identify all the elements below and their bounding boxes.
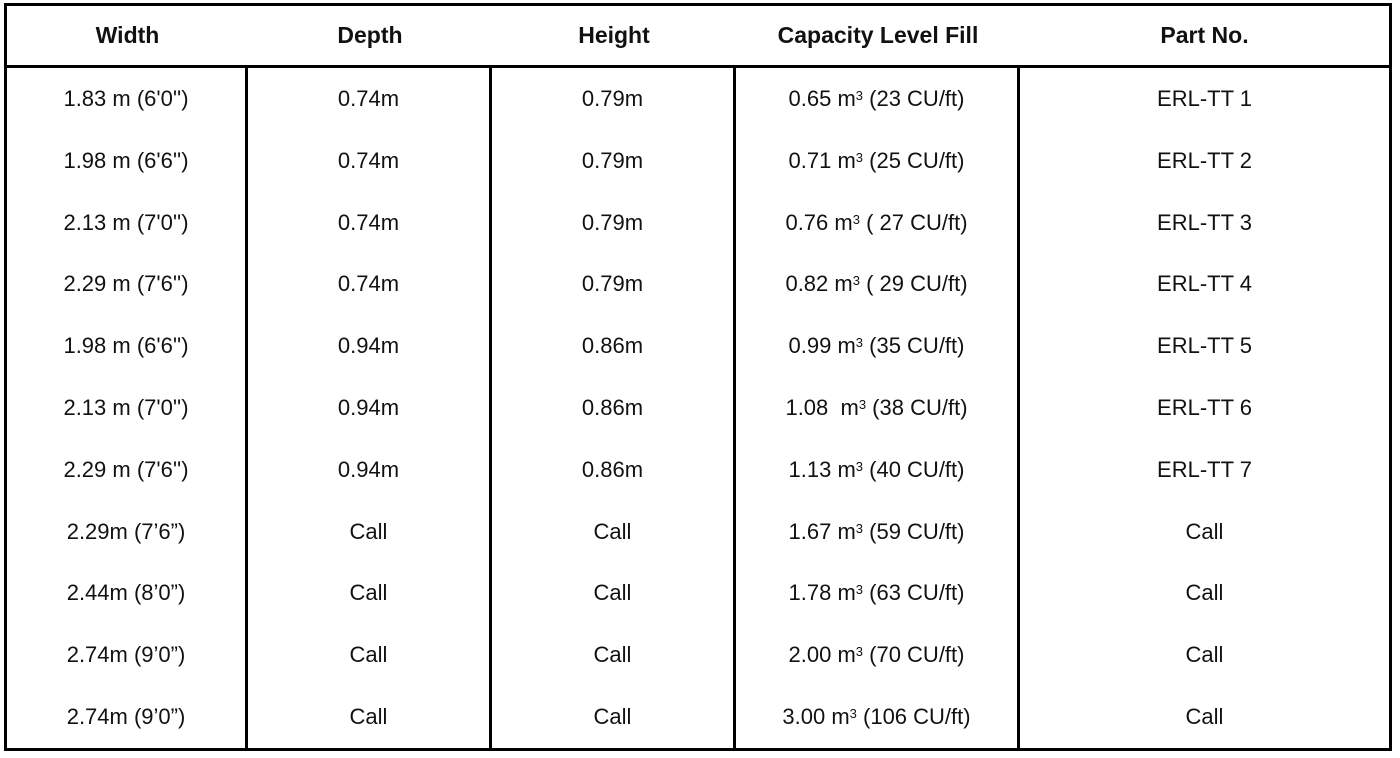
cell-height: 0.86m [492,315,736,377]
cell-width: 2.13 m (7'0'') [7,377,248,439]
cell-width: 2.74m (9’0”) [7,686,248,748]
cell-part-no: Call [1185,642,1224,668]
cell-capacity: 1.08 m $^3$ (38 CU/ft) [736,377,1020,439]
cell-width: 2.29m (7’6”) [7,501,248,563]
cell-capacity: 0.82 m $^3$ ( 29 CU/ft) [736,253,1020,315]
cell-capacity: 2.00 m $^3$ (70 CU/ft) [736,624,1020,686]
cell-width: 2.74m (9’0”) [7,624,248,686]
cell-width: 1.98 m (6'6'') [7,130,248,192]
capacity-cuft: (70 CU/ft) [863,642,965,668]
cell-width: 2.44m (8’0”) [7,563,248,625]
capacity-value: 1.08 m [785,394,859,420]
capacity-value: 1.13 m [788,456,856,482]
cell-depth: 0.74m [248,130,492,192]
cell-depth: Call [248,686,492,748]
cell-height: 0.79m [492,192,736,254]
cell-width: 1.83 m (6'0'') [7,68,248,130]
cell-height: Call [492,501,736,563]
capacity-value: 1.78 m [788,580,856,606]
cell-depth: 0.74m [248,192,492,254]
cell-depth: Call [248,624,492,686]
cell-capacity: 0.76 m $^3$ ( 27 CU/ft) [736,192,1020,254]
capacity-value: 0.71 m [788,147,856,173]
cell-height: Call [492,686,736,748]
cell-width: 2.29 m (7'6'') [7,253,248,315]
cell-depth: 0.94m [248,377,492,439]
header-capacity-level-fill: Capacity Level Fill [777,22,979,48]
cell-part-no: ERL-TT 6 [1157,394,1252,420]
cell-depth: Call [248,501,492,563]
cell-part-no: Call [1185,704,1224,730]
capacity-cuft: (106 CU/ft) [856,704,971,730]
cell-depth: 0.74m [248,253,492,315]
cell-depth: 0.94m [248,439,492,501]
cell-part-no: ERL-TT 2 [1157,147,1252,173]
capacity-value: 0.99 m [788,333,856,359]
cell-capacity: 1.78 m $^3$ (63 CU/ft) [736,563,1020,625]
capacity-spec-table [4,3,1392,751]
capacity-value: 0.65 m [788,85,856,111]
table-body [7,68,1389,748]
capacity-cuft: (59 CU/ft) [863,518,965,544]
header-width: Width [95,22,160,48]
capacity-cuft: ( 29 CU/ft) [859,271,968,297]
cell-depth: 0.74m [248,68,492,130]
cell-depth: 0.94m [248,315,492,377]
cell-part-no: Call [1185,580,1224,606]
cell-height: Call [492,563,736,625]
cell-part-no: ERL-TT 5 [1157,333,1252,359]
cell-height: Call [492,624,736,686]
capacity-cuft: (35 CU/ft) [863,333,965,359]
cell-part-no: ERL-TT 1 [1157,85,1252,111]
capacity-value: 2.00 m [788,642,856,668]
cell-height: 0.79m [492,253,736,315]
cell-part-no: ERL-TT 4 [1157,271,1252,297]
capacity-value: 0.82 m [785,271,853,297]
cell-part-no: ERL-TT 3 [1157,209,1252,235]
cell-height: 0.79m [492,68,736,130]
capacity-value: 0.76 m [785,209,853,235]
capacity-cuft: ( 27 CU/ft) [859,209,968,235]
header-part-no: Part No. [1160,22,1249,48]
cell-capacity: 1.67 m $^3$ (59 CU/ft) [736,501,1020,563]
cell-capacity: 0.71 m $^3$ (25 CU/ft) [736,130,1020,192]
cell-capacity: 0.65 m $^3$ (23 CU/ft) [736,68,1020,130]
header-height: Height [578,22,650,48]
capacity-cuft: (23 CU/ft) [863,85,965,111]
cell-capacity: 0.99 m $^3$ (35 CU/ft) [736,315,1020,377]
cell-height: 0.79m [492,130,736,192]
cell-width: 1.98 m (6'6'') [7,315,248,377]
cell-capacity: 1.13 m $^3$ (40 CU/ft) [736,439,1020,501]
cell-width: 2.29 m (7'6'') [7,439,248,501]
header-depth: Depth [337,22,403,48]
table-header-row [7,6,1389,68]
cell-height: 0.86m [492,439,736,501]
cell-part-no: Call [1185,518,1224,544]
cell-capacity: 3.00 m $^3$ (106 CU/ft) [736,686,1020,748]
cell-width: 2.13 m (7'0'') [7,192,248,254]
capacity-value: 3.00 m [782,704,850,730]
capacity-cuft: (40 CU/ft) [863,456,965,482]
capacity-cuft: (25 CU/ft) [863,147,965,173]
capacity-value: 1.67 m [788,518,856,544]
capacity-cuft: (38 CU/ft) [866,394,968,420]
capacity-cuft: (63 CU/ft) [863,580,965,606]
cell-depth: Call [248,563,492,625]
cell-part-no: ERL-TT 7 [1157,456,1252,482]
cell-height: 0.86m [492,377,736,439]
